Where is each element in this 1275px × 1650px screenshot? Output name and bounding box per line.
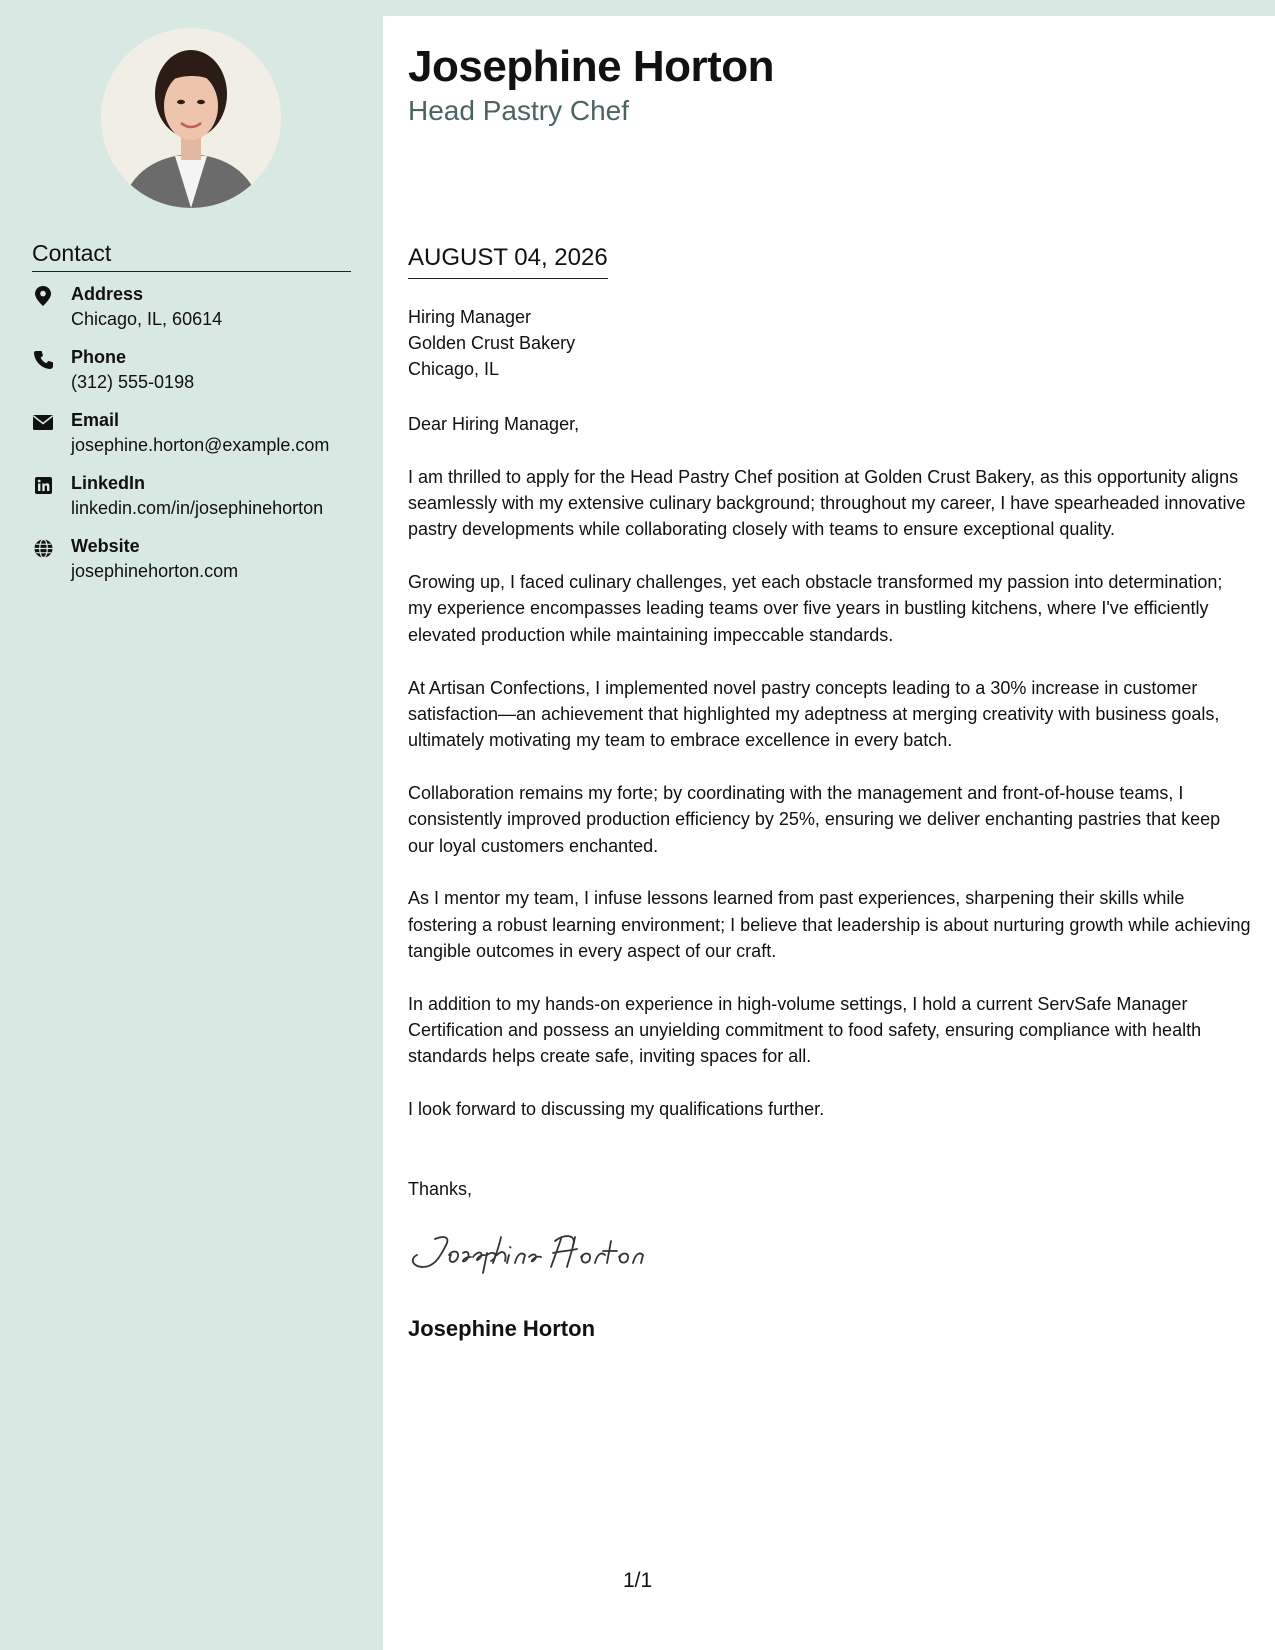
body-paragraph: I am thrilled to apply for the Head Pastry Chef position at Golden Crust Bakery, as this opportunity aligns seamlessly with my extensive culinary background; throughout my career, I have spearheaded innovative pastry developments while collaborating closely with teams to ensure exceptional quality. — [408, 466, 1246, 540]
contact-item-email — [32, 410, 372, 473]
map-pin-icon — [32, 285, 54, 307]
letter-page — [383, 16, 1275, 1650]
closing: Thanks, — [408, 1179, 473, 1199]
contact-label: Address — [71, 284, 144, 304]
applicant-name: Josephine Horton — [408, 42, 775, 91]
contact-list — [32, 284, 372, 599]
job-title: Head Pastry Chef — [408, 95, 629, 126]
body-paragraph: Growing up, I faced culinary challenges, yet each obstacle transformed my passion into determination; my experience encompasses leading teams over five years in bustling kitchens, where I've efficiently elevated production while maintaining impeccable standards. — [408, 572, 1223, 645]
body-paragraph: At Artisan Confections, I implemented novel pastry concepts leading to a 30% increase in customer satisfaction—an achievement that highlighted my adeptness at merging creativity with business goals, ultimately motivating my team to embrace excellence in every batch. — [408, 677, 1220, 751]
recipient-line: Golden Crust Bakery — [408, 333, 576, 353]
contact-heading: Contact — [32, 240, 351, 272]
contact-value: josephinehorton.com — [71, 561, 239, 581]
body-paragraph: Collaboration remains my forte; by coordinating with the management and front-of-house teams, I consistently improved production efficiency by 25%, ensuring we deliver enchanting pastries that keep our loyal customers enchanted. — [408, 782, 1221, 856]
contact-value: josephine.horton@example.com — [71, 435, 330, 455]
body-paragraph: I look forward to discussing my qualifications further. — [408, 1099, 825, 1120]
contact-label: Email — [71, 410, 120, 430]
envelope-icon — [32, 411, 54, 433]
contact-item-address — [32, 284, 372, 347]
letter-body — [408, 411, 1251, 1149]
body-paragraph: In addition to my hands-on experience in high-volume settings, I hold a current ServSafe Manager Certification and possess an unyielding commitment to food safety, ensuring compliance with health standards helps create safe, inviting spaces for all. — [408, 993, 1202, 1067]
contact-item-website — [32, 536, 372, 599]
body-paragraph: As I mentor my team, I infuse lessons learned from past experiences, sharpening their skills while fostering a robust learning environment; I believe that leadership is about nurturing growth while achieving tangible outcomes in every aspect of our craft. — [408, 888, 1251, 961]
page-number: 1/1 — [623, 1569, 653, 1592]
contact-item-linkedin — [32, 473, 372, 536]
sidebar — [0, 0, 383, 1650]
contact-label: LinkedIn — [71, 473, 146, 493]
salutation: Dear Hiring Manager, — [408, 414, 580, 434]
phone-icon — [32, 348, 54, 370]
contact-value: Chicago, IL, 60614 — [71, 309, 223, 329]
contact-label: Website — [71, 536, 140, 556]
recipient-line: Chicago, IL — [408, 359, 500, 379]
contact-value: linkedin.com/in/josephinehorton — [71, 498, 324, 518]
globe-icon — [32, 537, 54, 559]
handwritten-signature — [405, 1227, 675, 1282]
avatar — [101, 28, 281, 208]
recipient-line: Hiring Manager — [408, 307, 532, 327]
linkedin-icon — [32, 474, 54, 496]
recipient-block — [408, 304, 575, 382]
contact-value: (312) 555-0198 — [71, 372, 195, 392]
letter-date: AUGUST 04, 2026 — [408, 244, 608, 279]
contact-label: Phone — [71, 347, 127, 367]
signer-name: Josephine Horton — [408, 1316, 596, 1341]
contact-item-phone — [32, 347, 372, 410]
